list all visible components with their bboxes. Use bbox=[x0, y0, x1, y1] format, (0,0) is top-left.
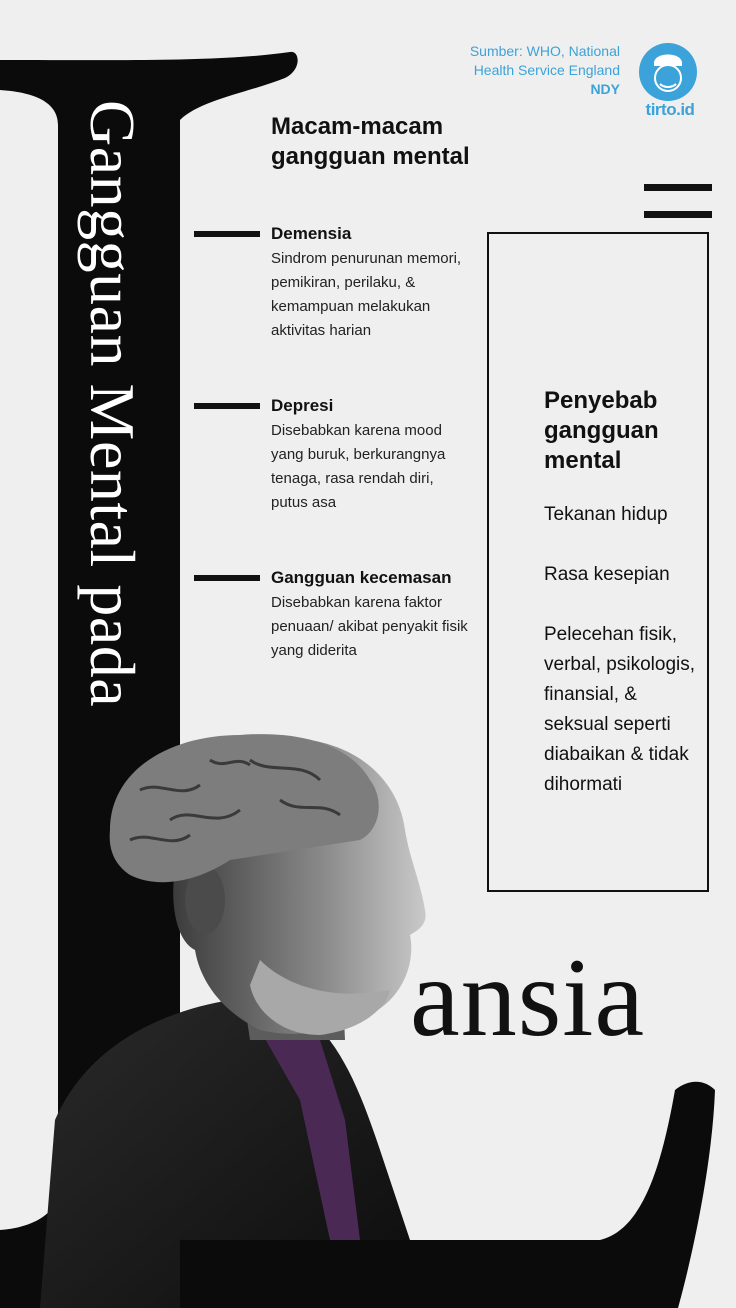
source-line-2: Health Service England bbox=[473, 62, 620, 78]
list-item-kecemasan bbox=[271, 566, 471, 663]
list-item-demensia bbox=[271, 222, 471, 343]
title-suffix: ansia bbox=[410, 936, 646, 1060]
item-bar bbox=[194, 403, 260, 409]
item-bar bbox=[194, 231, 260, 237]
author-initials: NDY bbox=[590, 81, 620, 97]
brand-logo-text: tirto.id bbox=[645, 100, 695, 119]
item-title: Demensia bbox=[271, 224, 352, 243]
source-line-1: Sumber: WHO, National bbox=[469, 43, 620, 59]
source-credit bbox=[470, 42, 620, 99]
item-desc: Sindrom penurunan memori, pemikiran, perilaku, & kemampuan melakukan aktivitas harian bbox=[271, 250, 462, 339]
causes-heading: Penyebab gangguan mental bbox=[544, 387, 659, 474]
list-item-depresi bbox=[271, 394, 471, 515]
equals-decoration bbox=[644, 184, 712, 238]
types-heading: Macam-macam gangguan mental bbox=[271, 113, 470, 170]
cause-item: Tekanan hidup bbox=[544, 504, 668, 525]
item-desc: Disebabkan karena mood yang buruk, berkurangnya tenaga, rasa rendah diri, putus asa bbox=[271, 422, 446, 511]
item-bar bbox=[194, 575, 260, 581]
item-desc: Disebabkan karena faktor penuaan/ akibat penyakit fisik yang diderita bbox=[271, 594, 468, 659]
item-title: Gangguan kecemasan bbox=[271, 568, 452, 587]
item-title: Depresi bbox=[271, 396, 334, 415]
vertical-title: Gangguan Mental pada bbox=[77, 100, 148, 708]
cause-item: Rasa kesepian bbox=[544, 564, 670, 585]
cause-item: Pelecehan fisik, verbal, psikologis, finansial, & seksual seperti diabaikan & tidak dihormati bbox=[544, 624, 696, 795]
